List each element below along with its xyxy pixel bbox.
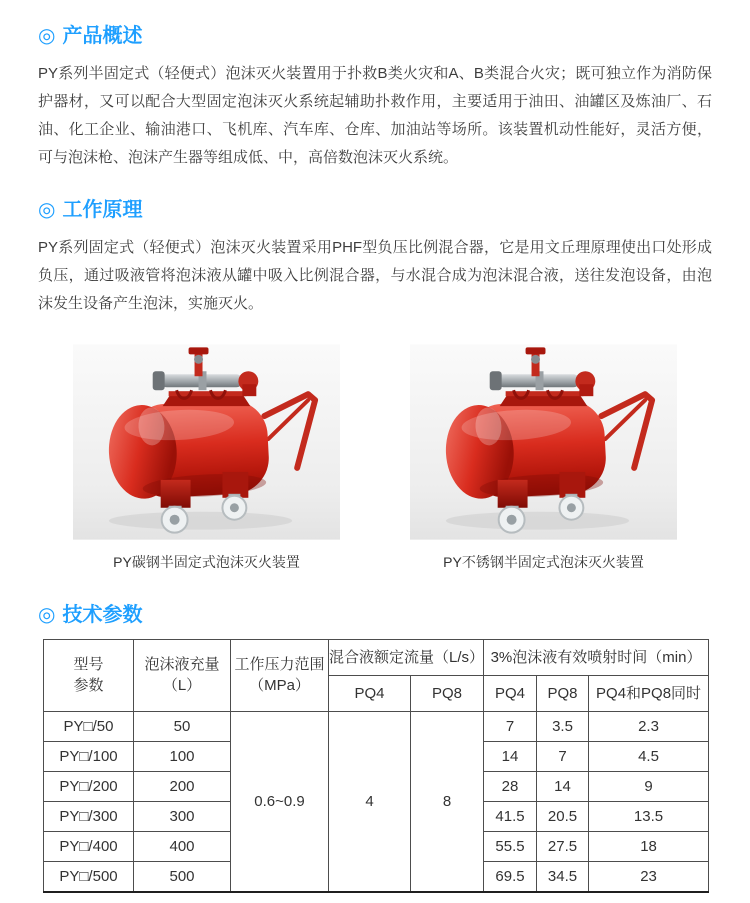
header-model-line1: 型号 (73, 656, 104, 674)
cell-model: PY□/400 (44, 832, 134, 862)
foam-tank-photo-carbon-steel (73, 344, 340, 540)
header-charge-line2: （L） (162, 676, 202, 694)
col-header-time-both: PQ4和PQ8同时 (589, 676, 709, 712)
col-group-spray-time: 3%泡沫液有效喷射时间（min） (484, 640, 709, 676)
cell-time-pq4: 41.5 (484, 802, 537, 832)
cell-time-both: 18 (589, 832, 709, 862)
col-header-pressure-range (231, 640, 329, 712)
col-header-model-param (44, 640, 134, 712)
photo-caption-stainless-steel: PY不锈钢半固定式泡沫灭火装置 (443, 554, 644, 570)
figure-stainless-steel (410, 344, 677, 571)
cell-flow-pq8-merged: 8 (411, 712, 484, 893)
cell-time-pq8: 27.5 (537, 832, 589, 862)
cell-time-pq4: 28 (484, 772, 537, 802)
cell-charge: 500 (134, 862, 231, 893)
cell-flow-pq4-merged: 4 (329, 712, 411, 893)
col-header-foam-charge (134, 640, 231, 712)
section-title-principle: 工作原理 (62, 199, 143, 221)
section-heading-overview (38, 24, 712, 48)
cell-pressure-merged: 0.6~0.9 (231, 712, 329, 893)
cell-time-pq8: 34.5 (537, 862, 589, 893)
header-pressure-line2: （MPa） (249, 676, 310, 694)
cell-model: PY□/500 (44, 862, 134, 893)
col-header-time-pq4: PQ4 (484, 676, 537, 712)
section-title-tech-params: 技术参数 (62, 604, 143, 627)
cell-charge: 200 (134, 772, 231, 802)
cell-time-both: 23 (589, 862, 709, 893)
bullseye-icon: ◎ (38, 604, 56, 627)
header-model-line2: 参数 (73, 676, 104, 694)
cell-model: PY□/100 (44, 742, 134, 772)
cell-time-pq4: 55.5 (484, 832, 537, 862)
cell-time-pq8: 20.5 (537, 802, 589, 832)
cell-charge: 100 (134, 742, 231, 772)
cell-charge: 50 (134, 712, 231, 742)
bullseye-icon: ◎ (38, 25, 56, 47)
cell-time-both: 4.5 (589, 742, 709, 772)
cell-charge: 300 (134, 802, 231, 832)
foam-tank-photo-stainless-steel (410, 344, 677, 540)
section-title-overview: 产品概述 (62, 25, 143, 47)
bullseye-icon: ◎ (38, 199, 56, 221)
cell-time-pq8: 14 (537, 772, 589, 802)
table-row (44, 712, 709, 742)
cell-charge: 400 (134, 832, 231, 862)
cell-time-both: 9 (589, 772, 709, 802)
col-header-flow-pq4: PQ4 (329, 676, 411, 712)
cell-model: PY□/200 (44, 772, 134, 802)
figure-carbon-steel (73, 344, 340, 571)
overview-text: PY系列半固定式（轻便式）泡沫灭火装置用于扑救B类火灾和A、B类混合火灾；既可独立作为消防保护器材，又可以配合大型固定泡沫灭火系统起辅助扑救作用，主要适用于油田、油罐区及炼油厂、石油、化工企业、输油港口、飞机库、汽车库、仓库、加油站等场所。该装置机动性能好，灵活方便，可与泡沫枪、泡沫产生器等组成低、中，高倍数泡沫灭火系统。 (38, 65, 712, 166)
cell-time-both: 2.3 (589, 712, 709, 742)
cell-time-pq4: 69.5 (484, 862, 537, 893)
section-heading-tech-params (38, 603, 712, 627)
photo-caption-carbon-steel: PY碳钢半固定式泡沫灭火装置 (113, 554, 300, 570)
col-group-rated-flow: 混合液额定流量（L/s） (329, 640, 484, 676)
cell-time-pq8: 7 (537, 742, 589, 772)
col-header-time-pq8: PQ8 (537, 676, 589, 712)
header-pressure-line1: 工作压力范围 (234, 656, 325, 674)
cell-time-both: 13.5 (589, 802, 709, 832)
product-gallery (38, 344, 712, 571)
col-header-flow-pq8: PQ8 (411, 676, 484, 712)
table-header-row-groups (44, 640, 709, 676)
cell-model: PY□/300 (44, 802, 134, 832)
header-charge-line1: 泡沫液充量 (144, 656, 220, 674)
principle-text: PY系列固定式（轻便式）泡沫灭火装置采用PHF型负压比例混合器，它是用文丘理原理使出口处形成负压，通过吸液管将泡沫液从罐中吸入比例混合器，与水混合成为泡沫混合液，送往发泡设备，由泡沫发生设备产生泡沫，实施灭火。 (38, 239, 712, 312)
cell-time-pq8: 3.5 (537, 712, 589, 742)
cell-time-pq4: 7 (484, 712, 537, 742)
cell-model: PY□/50 (44, 712, 134, 742)
section-heading-principle (38, 198, 712, 222)
cell-time-pq4: 14 (484, 742, 537, 772)
tech-params-table (43, 639, 709, 893)
